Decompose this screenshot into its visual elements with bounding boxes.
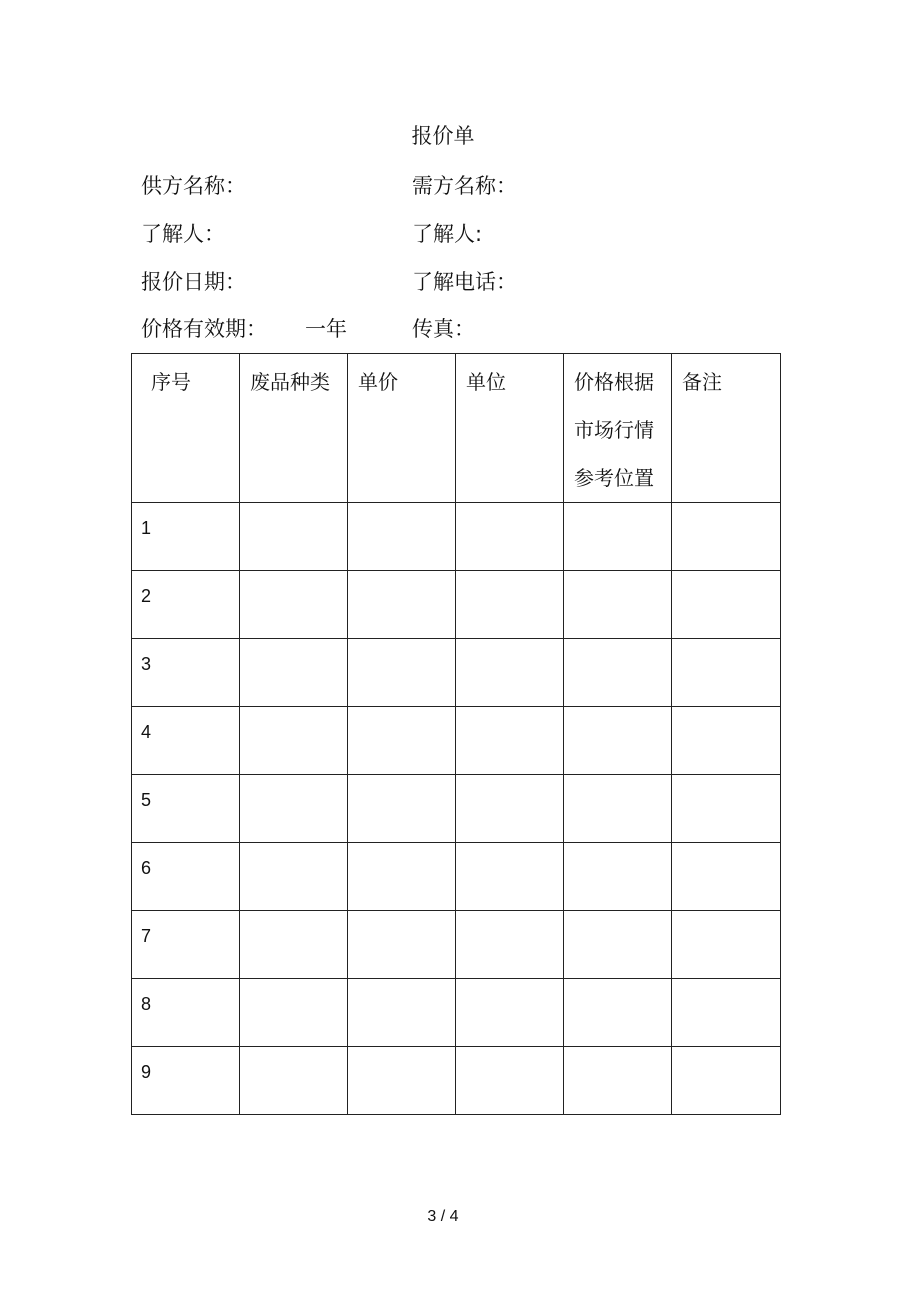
table-cell[interactable] (456, 707, 564, 775)
table-cell[interactable] (672, 639, 781, 707)
table-cell[interactable] (672, 1047, 781, 1115)
table-row (132, 911, 781, 979)
table-cell[interactable] (240, 979, 348, 1047)
header-cell-unit-price (348, 354, 456, 503)
row-index-cell (132, 979, 240, 1047)
table-cell[interactable] (672, 911, 781, 979)
row-index-cell (132, 911, 240, 979)
row-index: 3 (141, 654, 152, 674)
row-index-cell (132, 571, 240, 639)
row-index: 8 (141, 994, 152, 1014)
table-row (132, 571, 781, 639)
table-row (132, 503, 781, 571)
table-cell[interactable] (564, 707, 672, 775)
table-cell[interactable] (672, 503, 781, 571)
header-cell-price-reference (564, 354, 672, 503)
row-index: 4 (141, 722, 152, 742)
quote-table (131, 353, 781, 1115)
table-cell[interactable] (240, 911, 348, 979)
supplier-name-label: 供方名称： (141, 174, 246, 198)
header-label-unit: 单位 (466, 370, 506, 394)
table-cell[interactable] (564, 843, 672, 911)
row-index-cell (132, 843, 240, 911)
buyer-phone-label: 了解电话： (412, 270, 517, 294)
table-cell[interactable] (348, 843, 456, 911)
table-cell[interactable] (564, 1047, 672, 1115)
table-cell[interactable] (456, 979, 564, 1047)
row-index-cell (132, 707, 240, 775)
table-cell[interactable] (348, 707, 456, 775)
table-cell[interactable] (240, 707, 348, 775)
row-index-cell (132, 639, 240, 707)
buyer-contact-label: 了解人: (412, 222, 483, 246)
table-cell[interactable] (564, 503, 672, 571)
table-row (132, 775, 781, 843)
table-cell[interactable] (348, 911, 456, 979)
table-cell[interactable] (672, 843, 781, 911)
row-index: 7 (141, 926, 152, 946)
table-cell[interactable] (564, 639, 672, 707)
table-cell[interactable] (564, 979, 672, 1047)
row-index: 2 (141, 586, 152, 606)
buyer-name-label: 需方名称： (412, 174, 517, 198)
table-row (132, 979, 781, 1047)
table-cell[interactable] (456, 1047, 564, 1115)
header-cell-index (132, 354, 240, 503)
page-number: 3 / 4 (427, 1208, 459, 1225)
supplier-contact-label: 了解人： (141, 222, 225, 246)
table-cell[interactable] (456, 503, 564, 571)
table-cell[interactable] (456, 571, 564, 639)
table-row (132, 639, 781, 707)
header-label-price-reference: 价格根据市场行情参考位置 (574, 370, 654, 490)
table-cell[interactable] (240, 503, 348, 571)
row-index: 9 (141, 1062, 152, 1082)
table-cell[interactable] (240, 775, 348, 843)
table-cell[interactable] (672, 979, 781, 1047)
table-cell[interactable] (672, 775, 781, 843)
table-cell[interactable] (456, 911, 564, 979)
table-cell[interactable] (456, 639, 564, 707)
table-cell[interactable] (672, 571, 781, 639)
document-title: 报价单 (411, 124, 475, 148)
header-cell-unit (456, 354, 564, 503)
table-cell[interactable] (240, 639, 348, 707)
header-label-index: 序号 (151, 370, 191, 394)
table-cell[interactable] (240, 1047, 348, 1115)
table-cell[interactable] (348, 1047, 456, 1115)
table-cell[interactable] (564, 911, 672, 979)
table-cell[interactable] (240, 843, 348, 911)
table-cell[interactable] (348, 979, 456, 1047)
header-cell-remarks (672, 354, 781, 503)
validity-value: 一年 (305, 317, 347, 341)
table-cell[interactable] (564, 775, 672, 843)
table-header-row (132, 354, 781, 503)
validity-label: 价格有效期： (141, 317, 267, 341)
table-cell[interactable] (348, 775, 456, 843)
fax-label: 传真： (412, 317, 475, 341)
table-cell[interactable] (672, 707, 781, 775)
table-cell[interactable] (564, 571, 672, 639)
table-row (132, 1047, 781, 1115)
row-index: 5 (141, 790, 152, 810)
table-cell[interactable] (348, 639, 456, 707)
row-index-cell (132, 1047, 240, 1115)
table-cell[interactable] (348, 571, 456, 639)
table-cell[interactable] (456, 843, 564, 911)
header-cell-waste-type (240, 354, 348, 503)
table-cell[interactable] (348, 503, 456, 571)
validity-line (141, 315, 347, 343)
quote-date-label: 报价日期： (141, 270, 246, 294)
table-row (132, 707, 781, 775)
header-label-remarks: 备注 (682, 370, 722, 394)
row-index-cell (132, 503, 240, 571)
header-label-unit-price: 单价 (358, 370, 398, 394)
table-row (132, 843, 781, 911)
row-index: 6 (141, 858, 152, 878)
table-cell[interactable] (456, 775, 564, 843)
header-label-waste-type: 废品种类 (250, 370, 330, 394)
row-index-cell (132, 775, 240, 843)
row-index: 1 (141, 518, 152, 538)
table-cell[interactable] (240, 571, 348, 639)
